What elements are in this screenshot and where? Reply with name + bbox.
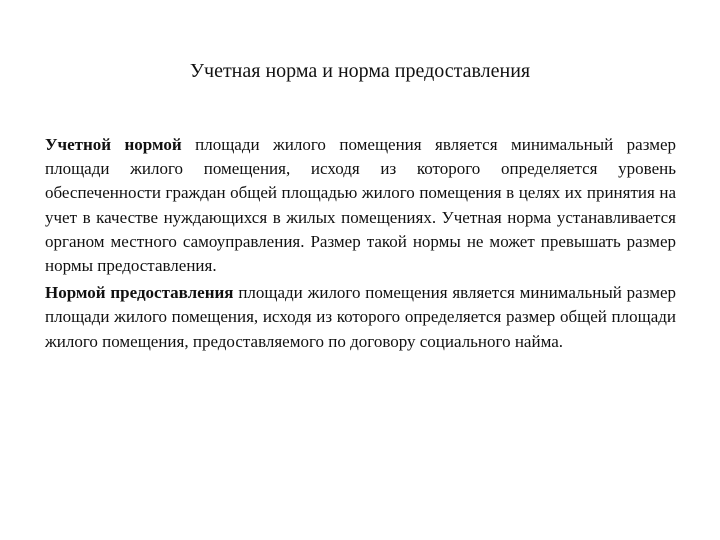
paragraph-provision-norm [45,281,676,354]
slide-title: Учетная норма и норма предоставления [189,60,531,82]
definition-provision-norm: площади жилого помещения является минимальный размер площади жилого помещения, исходя из которого определяется размер общей площади жилого помещения, предоставляемого по договору социального найма. [45,283,677,351]
slide-body [45,133,676,357]
paragraph-accounting-norm [45,133,676,278]
term-accounting-norm: Учетной нормой [45,135,182,154]
term-provision-norm: Нормой предоставления [45,283,234,303]
definition-accounting-norm: площади жилого помещения является минимальный размер площади жилого помещения, исходя из которого определяется уровень обеспеченности граждан общей площадью жилого помещения в целях их принятия на учет в качестве нуждающихся в жилых помещениях. Учетная норма устанавливается органом местного самоуправления. Размер такой нормы не может превышать размер нормы предоставления. [45,135,676,276]
